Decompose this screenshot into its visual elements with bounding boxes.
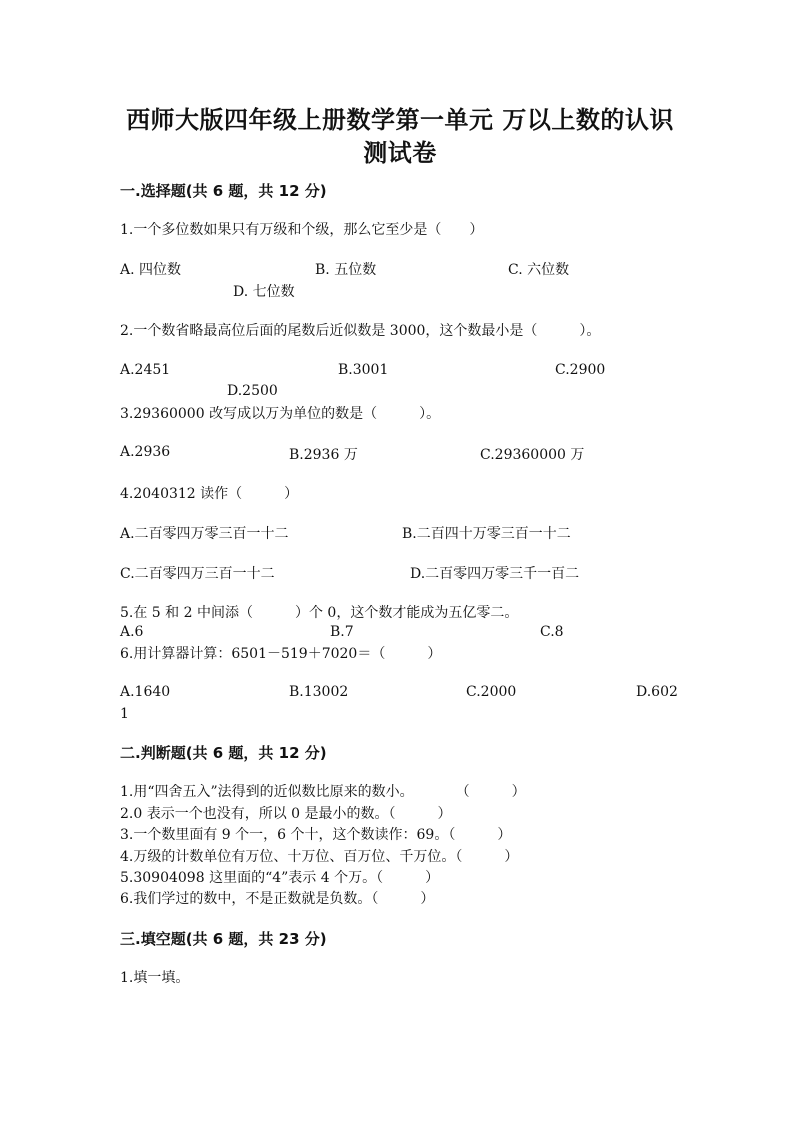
q3-option-a: A.2936 bbox=[120, 444, 171, 460]
judge-item-5: 5.30904098 这里面的“4”表示 4 个万。（ ） bbox=[120, 870, 440, 886]
q6-option-a: A.1640 bbox=[120, 684, 171, 700]
q2-option-b: B.3001 bbox=[338, 362, 389, 378]
q1-option-d: D. 七位数 bbox=[233, 284, 295, 300]
question-5-text: 5.在 5 和 2 中间添（ ）个 0，这个数才能成为五亿零二。 bbox=[120, 605, 519, 621]
question-4-text: 4.2040312 读作（ ） bbox=[120, 486, 299, 502]
q2-option-c: C.2900 bbox=[555, 362, 606, 378]
q3-option-c: C.29360000 万 bbox=[480, 447, 585, 463]
question-2-text: 2.一个数省略最高位后面的尾数后近似数是 3000，这个数最小是（ ）。 bbox=[120, 323, 601, 339]
fill-question-1-text: 1.填一填。 bbox=[120, 970, 190, 986]
page-title-line2: 测试卷 bbox=[363, 139, 437, 167]
section-heading-judge: 二.判断题(共 6 题，共 12 分) bbox=[120, 744, 327, 762]
judge-item-3: 3.一个数里面有 9 个一，6 个十，这个数读作：69。（ ） bbox=[120, 827, 512, 843]
question-6-text: 6.用计算器计算：6501－519＋7020＝（ ） bbox=[120, 646, 442, 662]
q1-option-b: B. 五位数 bbox=[315, 262, 377, 278]
q5-option-b: B.7 bbox=[330, 624, 354, 640]
judge-item-2: 2.0 表示一个也没有，所以 0 是最小的数。（ ） bbox=[120, 806, 452, 822]
q2-option-a: A.2451 bbox=[120, 362, 171, 378]
q6-option-c: C.2000 bbox=[466, 684, 517, 700]
q3-option-b: B.2936 万 bbox=[289, 447, 358, 463]
q6-option-d-wrap: 1 bbox=[120, 706, 129, 722]
q4-option-a: A.二百零四万零三百一十二 bbox=[120, 526, 289, 542]
question-3-text: 3.29360000 改写成以万为单位的数是（ ）。 bbox=[120, 406, 441, 422]
judge-item-4: 4.万级的计数单位有万位、十万位、百万位、千万位。（ ） bbox=[120, 849, 519, 865]
q6-option-d: D.602 bbox=[636, 684, 678, 700]
q5-option-c: C.8 bbox=[540, 624, 564, 640]
judge-item-6: 6.我们学过的数中，不是正数就是负数。（ ） bbox=[120, 891, 435, 907]
q5-option-a: A.6 bbox=[120, 624, 144, 640]
q4-option-c: C.二百零四万三百一十二 bbox=[120, 566, 275, 582]
judge-item-1: 1.用“四舍五入”法得到的近似数比原来的数小。 （ ） bbox=[120, 784, 526, 800]
q1-option-c: C. 六位数 bbox=[508, 262, 570, 278]
q4-option-b: B.二百四十万零三百一十二 bbox=[402, 526, 571, 542]
q1-option-a: A. 四位数 bbox=[120, 262, 182, 278]
section-heading-choice: 一.选择题(共 6 题，共 12 分) bbox=[120, 182, 327, 200]
q6-option-b: B.13002 bbox=[289, 684, 349, 700]
q2-option-d: D.2500 bbox=[227, 383, 278, 399]
q4-option-d: D.二百零四万零三千一百二 bbox=[410, 566, 580, 582]
page-title-line1: 西师大版四年级上册数学第一单元 万以上数的认识 bbox=[126, 106, 674, 134]
section-heading-fill: 三.填空题(共 6 题，共 23 分) bbox=[120, 930, 327, 948]
question-1-text: 1.一个多位数如果只有万级和个级，那么它至少是（ ） bbox=[120, 222, 484, 238]
